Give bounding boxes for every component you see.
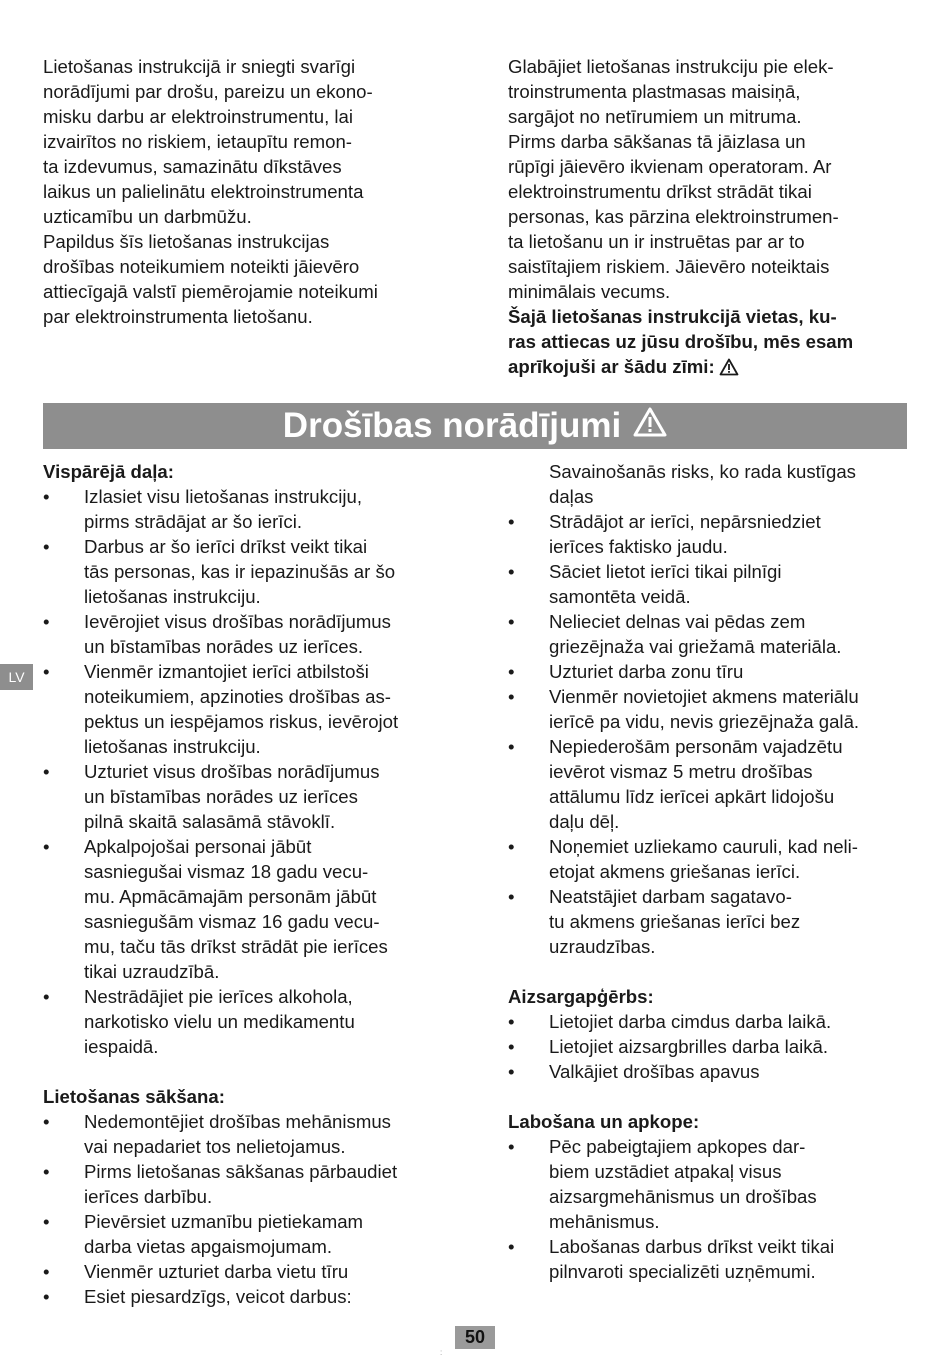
intro-line: izvairītos no riskiem, ietaupītu remon- [43, 131, 352, 152]
intro-bold-line: aprīkojuši ar šādu zīmi: [508, 354, 918, 382]
list-item-line: pirms strādājat ar šo ierīci. [84, 511, 303, 532]
list-item-line: darba vietas apgaismojumam. [84, 1236, 333, 1257]
list-item [43, 1284, 463, 1309]
bullet: • [508, 1236, 515, 1257]
general-list [43, 484, 463, 1059]
list-item-line: Vienmēr novietojiet akmens materiālu [549, 686, 859, 707]
left-column [43, 459, 463, 1309]
list-item [508, 1134, 918, 1234]
page-number-label: 50 [464, 1327, 486, 1347]
list-item [508, 559, 918, 609]
list-item-line: Vienmēr izmantojiet ierīci atbilstoši [84, 661, 369, 682]
bullet: • [43, 1211, 50, 1232]
bullet: • [43, 1261, 50, 1282]
list-item-line: ierīces darbību. [84, 1186, 213, 1207]
startup-list [43, 1109, 463, 1309]
list-item-line: noteikumiem, apzinoties drošības as- [84, 686, 391, 707]
list-item-line: biem uzstādiet atpakaļ visus [549, 1161, 782, 1182]
list-item-line: mu, taču tās drīkst strādāt pie ierīces [84, 936, 388, 957]
language-tab-label: LV [8, 669, 25, 685]
intro-right [508, 54, 918, 382]
intro-line: norādījumi par drošu, pareizu un ekono- [43, 81, 373, 102]
bullet: • [508, 736, 515, 757]
list-item-line: Lietojiet darba cimdus darba laikā. [549, 1011, 832, 1032]
list-item-line: pilnā skaitā salasāmā stāvoklī. [84, 811, 336, 832]
list-item-line: tās personas, kas ir iepazinušās ar šo [84, 561, 396, 582]
list-item-line: Nedemontējiet drošības mehānismus [84, 1111, 391, 1132]
list-item-line: iespaidā. [84, 1036, 159, 1057]
list-item-line: griezējnaža vai griežamā materiāla. [549, 636, 842, 657]
list-item-line: Noņemiet uzliekamo cauruli, kad neli- [549, 836, 859, 857]
bullet: • [508, 511, 515, 532]
intro-right-text [508, 54, 918, 304]
list-item-line: Pievērsiet uzmanību pietiekamam [84, 1211, 364, 1232]
list-item-line: aizsargmehānismus un drošības [549, 1186, 817, 1207]
list-item-line: attālumu līdz ierīcei apkārt lidojošu [549, 786, 835, 807]
right-column [508, 459, 918, 1284]
list-item-line: Lietojiet aizsargbrilles darba laikā. [549, 1036, 829, 1057]
list-item-line: tikai uzraudzībā. [84, 961, 220, 982]
list-item [508, 1059, 918, 1084]
list-item [508, 659, 918, 684]
list-item [508, 834, 918, 884]
list-item-line: lietošanas instrukciju. [84, 736, 261, 757]
list-item-line: Apkalpojošai personai jābūt [84, 836, 312, 857]
list-item [508, 609, 918, 659]
list-item-line: Izlasiet visu lietošanas instrukciju, [84, 486, 362, 507]
continued-line: daļas [549, 486, 594, 507]
list-item-line: sasniegušai vismaz 18 gadu vecu- [84, 861, 369, 882]
list-item-line: pilnvaroti specializēti uzņēmumi. [549, 1261, 816, 1282]
bullet: • [508, 836, 515, 857]
list-item-line: uzraudzības. [549, 936, 656, 957]
intro-line: ta izdevumus, samazinātu dīkstāves [43, 156, 342, 177]
list-item [43, 984, 463, 1059]
list-item-line: lietošanas instrukciju. [84, 586, 261, 607]
continued-line: Savainošanās risks, ko rada kustīgas [549, 461, 856, 482]
bullet: • [43, 536, 50, 557]
bullet: • [43, 986, 50, 1007]
general-heading: Vispārējā daļa: [43, 461, 174, 482]
intro-line: personas, kas pārzina elektroinstrumen- [508, 206, 839, 227]
list-item-line: Esiet piesardzīgs, veicot darbus: [84, 1286, 352, 1307]
list-item-line: Darbus ar šo ierīci drīkst veikt tikai [84, 536, 368, 557]
bullet: • [43, 761, 50, 782]
startup-heading: Lietošanas sākšana: [43, 1086, 225, 1107]
intro-line: elektroinstrumentu drīkst strādāt tikai [508, 181, 812, 202]
intro-line: attiecīgajā valstī piemērojamie noteikumi [43, 281, 378, 302]
intro-bold-line: Šajā lietošanas instrukcijā vietas, ku- [508, 306, 837, 327]
list-item [43, 1259, 463, 1284]
list-item-line: Labošanas darbus drīkst veikt tikai [549, 1236, 835, 1257]
bullet: • [43, 661, 50, 682]
intro-line: drošības noteikumiem noteikti jāievēro [43, 256, 360, 277]
section-banner [43, 403, 907, 449]
bullet: • [508, 561, 515, 582]
list-item-line: Nelieciet delnas vai pēdas zem [549, 611, 806, 632]
list-item-line: Nestrādājiet pie ierīces alkohola, [84, 986, 353, 1007]
list-item-line: pektus un iespējamos riskus, ievērojot [84, 711, 399, 732]
warning-triangle-icon [633, 406, 667, 446]
list-item [43, 759, 463, 834]
list-item-line: ievērot vismaz 5 metru drošības [549, 761, 813, 782]
list-item-line: Ievērojiet visus drošības norādījumus [84, 611, 391, 632]
list-item [508, 884, 918, 959]
bullet: • [508, 611, 515, 632]
intro-line: Glabājiet lietošanas instrukciju pie elek- [508, 56, 834, 77]
bullet: • [508, 686, 515, 707]
list-item-line: un bīstamības norādes uz ierīces. [84, 636, 364, 657]
list-item-line: Pēc pabeigtajiem apkopes dar- [549, 1136, 806, 1157]
repair-heading: Labošana un apkope: [508, 1111, 700, 1132]
list-item [43, 1209, 463, 1259]
list-item [43, 609, 463, 659]
repair-list [508, 1134, 918, 1284]
intro-line: saistītajiem riskiem. Jāievēro noteiktais [508, 256, 830, 277]
list-item-line: Sāciet lietot ierīci tikai pilnīgi [549, 561, 782, 582]
list-item-line: Uzturiet visus drošības norādījumus [84, 761, 380, 782]
bullet: • [508, 661, 515, 682]
safety-symbol-note [508, 304, 918, 382]
language-tab [0, 664, 33, 690]
list-item-line: Uzturiet darba zonu tīru [549, 661, 744, 682]
intro-line: misku darbu ar elektroinstrumentu, lai [43, 106, 354, 127]
list-item-line: daļu dēļ. [549, 811, 620, 832]
list-item-line: etojat akmens griešanas ierīci. [549, 861, 801, 882]
list-item-line: un bīstamības norādes uz ierīces [84, 786, 358, 807]
list-item [508, 684, 918, 734]
list-item-line: Strādājot ar ierīci, nepārsniedziet [549, 511, 821, 532]
bullet: • [508, 886, 515, 907]
intro-line: Papildus šīs lietošanas instrukcijas [43, 231, 330, 252]
list-item-line: ierīcē pa vidu, nevis griezējnaža galā. [549, 711, 860, 732]
list-item-line: tu akmens griešanas ierīci bez [549, 911, 801, 932]
list-item [43, 834, 463, 984]
list-item-line: samontēta veidā. [549, 586, 691, 607]
list-item [508, 1234, 918, 1284]
intro-left-text [43, 54, 463, 329]
list-item-line: Neatstājiet darbam sagatavo- [549, 886, 792, 907]
list-item [43, 659, 463, 759]
intro-line: Pirms darba sākšanas tā jāizlasa un [508, 131, 806, 152]
list-item [508, 1009, 918, 1034]
continued-item [508, 459, 918, 509]
bullet: • [508, 1136, 515, 1157]
intro-line: laikus un palielinātu elektroinstrumenta [43, 181, 364, 202]
intro-line: ta lietošanu un ir instruētas par ar to [508, 231, 805, 252]
intro-line: sargājot no netīrumiem un mitruma. [508, 106, 802, 127]
protective-list [508, 1009, 918, 1084]
list-item [43, 534, 463, 609]
list-item-line: Nepiederošām personām vajadzētu [549, 736, 843, 757]
bullet: • [508, 1061, 515, 1082]
list-item-line: Vienmēr uzturiet darba vietu tīru [84, 1261, 349, 1282]
list-item [508, 1034, 918, 1059]
list-item-line: narkotisko vielu un medikamentu [84, 1011, 355, 1032]
bullet: • [43, 836, 50, 857]
list-item-line: sasniegušām vismaz 16 gadu vecu- [84, 911, 380, 932]
page-mark: : [440, 1348, 443, 1357]
page-number [455, 1326, 495, 1349]
bullet: • [43, 486, 50, 507]
banner-title: Drošības norādījumi [282, 406, 622, 445]
intro-line: minimālais vecums. [508, 281, 671, 302]
list-item [508, 734, 918, 834]
list-item [43, 484, 463, 534]
intro-line: rūpīgi jāievēro ikvienam operatoram. Ar [508, 156, 832, 177]
intro-line: uzticamību un darbmūžu. [43, 206, 252, 227]
list-item [508, 509, 918, 559]
intro-line: par elektroinstrumenta lietošanu. [43, 306, 313, 327]
intro-left [43, 54, 463, 329]
intro-bold-line: ras attiecas uz jūsu drošību, mēs esam [508, 331, 854, 352]
right-list [508, 509, 918, 959]
bullet: • [43, 611, 50, 632]
list-item-line: mehānismus. [549, 1211, 660, 1232]
intro-line: troinstrumenta plastmasas maisiņā, [508, 81, 801, 102]
list-item [43, 1159, 463, 1209]
protective-heading: Aizsargapģērbs: [508, 986, 654, 1007]
intro-line: Lietošanas instrukcijā ir sniegti svarīgi [43, 56, 356, 77]
bullet: • [43, 1161, 50, 1182]
list-item-line: vai nepadariet tos nelietojamus. [84, 1136, 346, 1157]
bullet: • [508, 1036, 515, 1057]
bullet: • [43, 1286, 50, 1307]
list-item-line: Valkājiet drošības apavus [549, 1061, 760, 1082]
warning-triangle-icon [719, 357, 739, 382]
bullet: • [43, 1111, 50, 1132]
bullet: • [508, 1011, 515, 1032]
list-item-line: Pirms lietošanas sākšanas pārbaudiet [84, 1161, 398, 1182]
list-item-line: ierīces faktisko jaudu. [549, 536, 728, 557]
list-item-line: mu. Apmācāmajām personām jābūt [84, 886, 377, 907]
list-item [43, 1109, 463, 1159]
